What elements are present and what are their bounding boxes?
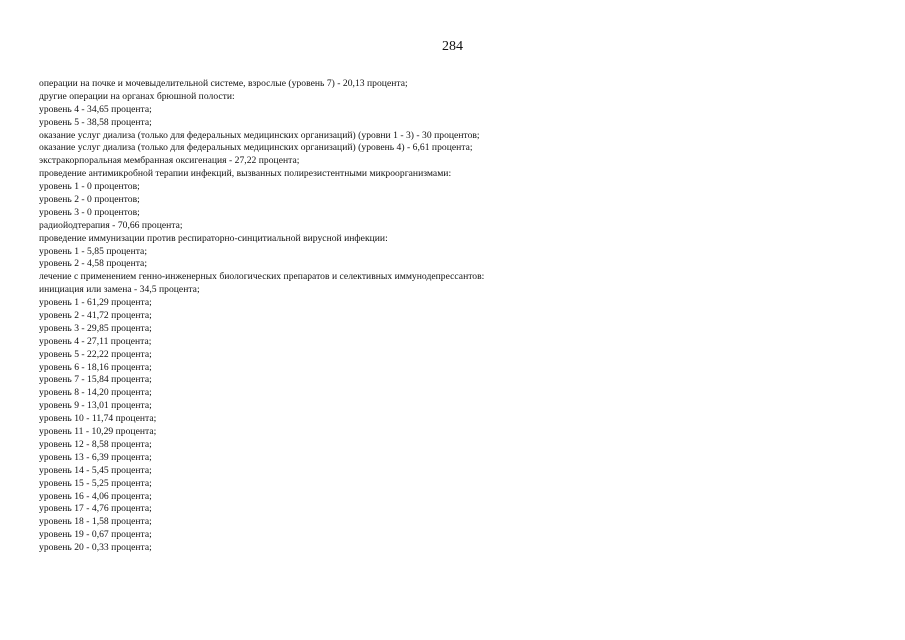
text-line: уровень 5 - 38,58 процента; — [39, 116, 152, 128]
text-line: уровень 15 - 5,25 процента; — [39, 477, 152, 489]
text-line: уровень 7 - 15,84 процента; — [39, 374, 152, 386]
text-line: уровень 3 - 29,85 процента; — [39, 322, 152, 334]
text-line: проведение антимикробной терапии инфекций, вызванных полирезистентными микроорганизмами: — [39, 168, 452, 180]
text-line: экстракорпоральная мембранная оксигенация - 27,22 процента; — [39, 155, 300, 167]
text-line: уровень 4 - 27,11 процента; — [39, 335, 152, 347]
text-line: проведение иммунизации против респираторно-синцитиальной вирусной инфекции: — [39, 232, 388, 244]
text-line: уровень 11 - 10,29 процента; — [39, 426, 157, 438]
text-line: другие операции на органах брюшной полости: — [39, 90, 235, 102]
text-line: операции на почке и мочевыделительной системе, взрослые (уровень 7) - 20,13 процента; — [39, 78, 408, 89]
text-line: уровень 6 - 18,16 процента; — [39, 361, 152, 373]
text-line: уровень 18 - 1,58 процента; — [39, 516, 152, 528]
text-line: уровень 1 - 5,85 процента; — [39, 245, 148, 257]
text-line: уровень 5 - 22,22 процента; — [39, 348, 152, 360]
text-line: уровень 8 - 14,20 процента; — [39, 387, 152, 399]
text-line: радиойодтерапия - 70,66 процента; — [39, 219, 183, 231]
text-line: инициация или замена - 34,5 процента; — [39, 284, 200, 296]
text-line: уровень 14 - 5,45 процента; — [39, 464, 152, 476]
text-line: уровень 4 - 34,65 процента; — [39, 103, 152, 115]
text-line: уровень 20 - 0,33 процента; — [39, 542, 152, 554]
text-line: оказание услуг диализа (только для федеральных медицинских организаций) (уровни 1 - 3) - 30 процентов; — [39, 129, 480, 141]
text-line: уровень 9 - 13,01 процента; — [39, 400, 152, 412]
text-line: уровень 10 - 11,74 процента; — [39, 413, 157, 425]
text-line: уровень 2 - 41,72 процента; — [39, 310, 152, 322]
text-line: уровень 19 - 0,67 процента; — [39, 529, 152, 541]
text-line: уровень 1 - 61,29 процента; — [39, 297, 152, 309]
text-line: уровень 2 - 4,58 процента; — [39, 258, 148, 270]
text-line: уровень 12 - 8,58 процента; — [39, 438, 152, 450]
text-line: оказание услуг диализа (только для федеральных медицинских организаций) (уровень 4) - 6,61 процента; — [39, 142, 473, 154]
text-line: лечение с применением генно-инженерных биологических препаратов и селективных иммунодепрессантов: — [39, 271, 485, 283]
text-line: уровень 3 - 0 процентов; — [39, 206, 140, 218]
text-line: уровень 2 - 0 процентов; — [39, 194, 140, 206]
text-line: уровень 1 - 0 процентов; — [39, 181, 140, 193]
document-body — [39, 78, 879, 555]
text-line: уровень 16 - 4,06 процента; — [39, 490, 152, 502]
text-line: уровень 17 - 4,76 процента; — [39, 503, 152, 515]
text-line: уровень 13 - 6,39 процента; — [39, 451, 152, 463]
page-number: 284 — [442, 39, 463, 54]
